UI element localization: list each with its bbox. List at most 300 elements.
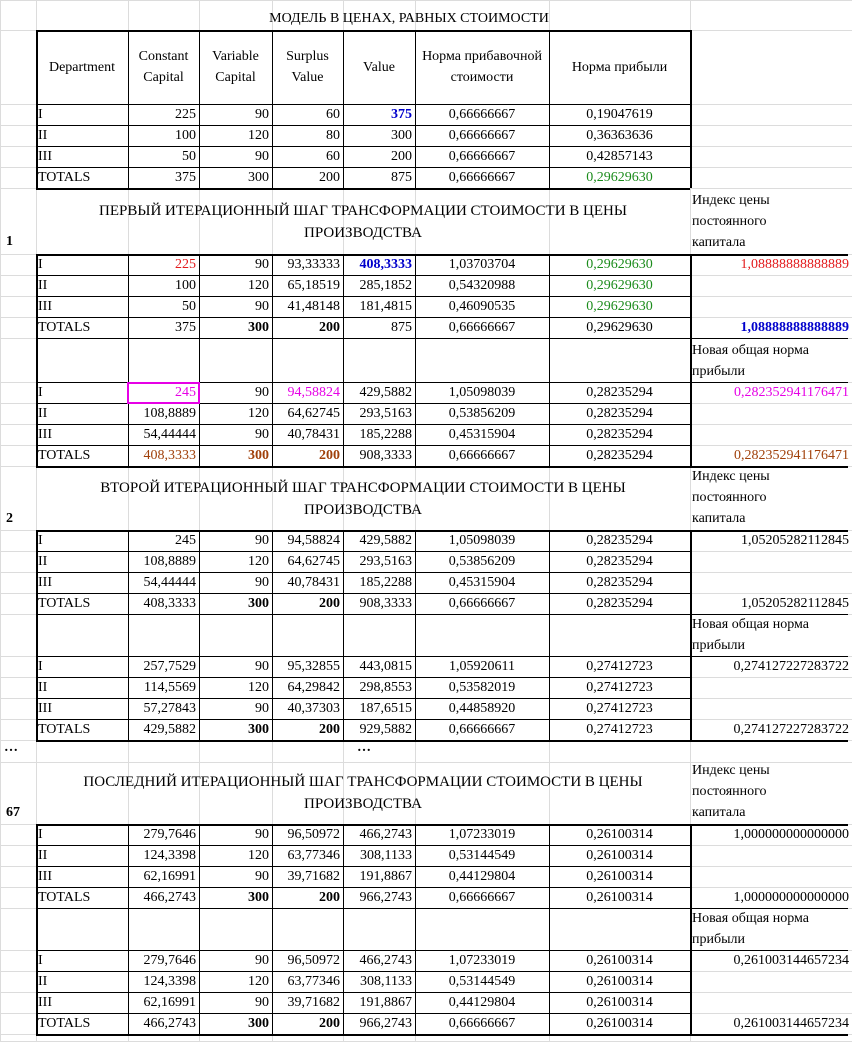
table-border [36,424,690,425]
table-cell[interactable]: 95,32855 [287,659,340,674]
table-cell[interactable]: 1,07233019 [448,953,516,968]
table-cell[interactable]: 0,29629630 [586,299,653,314]
table-cell[interactable]: 90 [255,659,269,674]
table-cell[interactable]: 0,27412723 [586,722,653,737]
table-cell[interactable] [690,276,852,295]
column-header: Value [363,59,395,75]
table-cell[interactable]: 124,3398 [143,848,196,863]
table-cell[interactable] [690,993,852,1012]
table-cell[interactable]: 0,66666667 [448,448,516,463]
table-cell[interactable]: 443,0815 [359,659,412,674]
table-cell[interactable]: 875 [391,320,412,335]
table-border [690,530,692,740]
table-cell[interactable] [690,552,852,571]
table-border [36,845,690,846]
table-cell[interactable] [690,425,852,444]
gridline [0,0,1,1041]
table-cell[interactable] [690,404,852,423]
table-cell[interactable]: 0,66666667 [448,596,516,611]
step-number: 67 [6,805,20,820]
column-header: Норма прибавочной стоимости [422,49,542,85]
table-cell[interactable]: 90 [255,257,269,272]
table-cell[interactable]: 1,05920611 [449,659,515,674]
table-cell[interactable]: 300 [248,1016,269,1031]
table-cell[interactable]: 0,53856209 [448,406,516,421]
table-cell[interactable]: 200 [319,170,340,185]
table-cell[interactable]: 90 [255,869,269,884]
table-cell[interactable]: 0,28235294 [586,406,653,421]
row-label[interactable]: II [38,278,48,293]
table-cell[interactable]: 124,3398 [143,974,196,989]
table-cell[interactable]: 50 [182,149,196,164]
row-label[interactable]: III [38,869,52,884]
table-cell[interactable]: 1,05098039 [448,385,516,400]
ellipsis-marker: … [4,740,18,755]
table-cell[interactable]: 0,44129804 [448,869,516,884]
table-border [690,656,848,657]
table-cell[interactable]: 57,27843 [143,701,196,716]
table-cell[interactable]: 966,2743 [359,890,412,905]
table-cell[interactable] [690,573,852,592]
index-label: Индекс цены постоянного капитала [692,469,770,526]
table-cell[interactable]: 90 [255,299,269,314]
table-cell[interactable]: 0,26100314 [586,848,653,863]
table-cell[interactable] [690,699,852,718]
table-border [36,317,690,318]
table-cell[interactable]: 429,5882 [143,722,196,737]
table-cell[interactable]: 466,2743 [143,890,196,905]
table-cell[interactable] [690,846,852,865]
table-cell[interactable]: 100 [175,278,196,293]
table-cell[interactable]: 375 [175,170,196,185]
table-border [36,296,690,297]
table-cell[interactable]: 0,66666667 [448,320,516,335]
table-cell[interactable]: 0,282352941176471 [734,448,849,463]
table-border [36,275,690,276]
table-border [36,30,690,32]
table-border [690,908,848,909]
table-cell[interactable]: 90 [255,533,269,548]
rate-label: Новая общая норма прибыли [692,343,810,379]
table-cell[interactable]: 0,29629630 [586,278,653,293]
table-cell[interactable]: 408,3333 [143,596,196,611]
table-cell[interactable]: 300 [248,722,269,737]
table-border [549,30,550,188]
table-border [36,254,38,466]
selected-cell-highlight [127,382,200,404]
table-cell[interactable]: 0,274127227283722 [733,659,849,674]
table-border [36,698,690,699]
table-border [36,338,690,339]
table-cell[interactable]: 191,8867 [359,869,412,884]
table-cell[interactable]: 0,66666667 [448,1016,516,1031]
table-border [272,254,273,466]
table-cell[interactable]: 300 [248,596,269,611]
table-cell[interactable]: 308,1133 [360,974,412,989]
table-cell[interactable] [690,972,852,991]
table-cell[interactable]: 466,2743 [359,953,412,968]
table-border [415,530,416,740]
table-border [690,338,848,339]
table-border [36,866,690,867]
table-cell[interactable]: 0,28235294 [586,448,653,463]
table-cell[interactable]: 0,44129804 [448,995,516,1010]
table-cell[interactable]: 0,26100314 [586,869,653,884]
table-cell[interactable]: 1,07233019 [448,827,516,842]
table-cell[interactable]: 298,8553 [359,680,412,695]
index-label: Индекс цены постоянного капитала [692,763,770,820]
row-label[interactable]: III [38,575,52,590]
table-cell[interactable]: 50 [182,299,196,314]
table-cell[interactable]: 300 [248,448,269,463]
table-cell[interactable]: 293,5163 [359,406,412,421]
table-border [690,254,848,256]
table-cell[interactable]: 908,3333 [359,448,412,463]
table-border [36,656,690,657]
table-cell[interactable]: 120 [248,974,269,989]
table-border [36,104,690,105]
table-cell[interactable]: 90 [255,953,269,968]
table-border [690,254,692,466]
column-header: Норма прибыли [571,59,668,75]
table-cell[interactable]: 94,58824 [287,385,340,400]
table-cell[interactable]: 375 [175,320,196,335]
table-cell[interactable]: 1,08888888888889 [740,320,849,335]
table-border [36,530,38,740]
step-title: ВТОРОЙ ИТЕРАЦИОННЫЙ ШАГ ТРАНСФОРМАЦИИ СТОИМОСТИ В ЦЕНЫ ПРОИЗВОДСТВА [100,480,626,518]
ellipsis-marker: … [357,740,371,755]
table-border [36,530,690,532]
table-cell[interactable]: 429,5882 [359,385,412,400]
table-cell[interactable]: 187,6515 [359,701,412,716]
table-border [690,740,848,742]
table-border [415,254,416,466]
table-cell[interactable]: 0,66666667 [448,107,516,122]
table-cell[interactable]: 39,71682 [287,869,340,884]
table-border [690,614,848,615]
table-border [690,950,848,951]
table-cell[interactable]: 40,78431 [287,427,340,442]
table-cell[interactable]: 408,3333 [359,257,412,272]
table-cell[interactable]: 120 [248,680,269,695]
table-cell[interactable]: 1,03703704 [448,257,516,272]
table-border [36,992,690,993]
row-label[interactable]: I [38,827,43,842]
row-label[interactable]: TOTALS [38,1016,91,1031]
table-cell[interactable]: 120 [248,554,269,569]
table-border [36,887,690,888]
table-cell[interactable]: 0,46090535 [448,299,516,314]
table-border [343,530,344,740]
table-cell[interactable]: 80 [326,128,340,143]
table-cell[interactable]: 875 [391,170,412,185]
table-border [128,530,129,740]
table-cell[interactable]: 40,37303 [287,701,340,716]
table-cell[interactable]: 90 [255,995,269,1010]
table-cell[interactable]: 108,8889 [143,554,196,569]
table-cell[interactable]: 0,28235294 [586,596,653,611]
table-cell[interactable]: 285,1852 [359,278,412,293]
table-cell[interactable]: 0,261003144657234 [733,953,849,968]
table-border [36,719,690,720]
table-border [36,971,690,972]
table-border [36,572,690,573]
table-cell[interactable]: 90 [255,827,269,842]
table-cell[interactable]: 408,3333 [143,448,196,463]
table-border [272,530,273,740]
row-label[interactable]: I [38,257,43,272]
table-cell[interactable]: 90 [255,701,269,716]
row-label[interactable]: III [38,299,52,314]
table-cell[interactable]: 1,05205282112845 [741,596,849,611]
row-label[interactable]: TOTALS [38,170,91,185]
row-label[interactable]: I [38,385,43,400]
row-label[interactable]: I [38,953,43,968]
table-border [199,530,200,740]
row-label[interactable]: TOTALS [38,448,91,463]
table-cell[interactable]: 257,7529 [143,659,196,674]
table-cell[interactable]: 0,36363636 [586,128,653,143]
table-cell[interactable]: 120 [248,278,269,293]
table-cell[interactable]: 245 [175,385,196,400]
table-cell[interactable]: 93,33333 [287,257,340,272]
table-cell[interactable]: 0,45315904 [448,427,516,442]
row-label[interactable]: II [38,128,48,143]
table-cell[interactable]: 64,62745 [287,554,340,569]
table-cell[interactable]: 0,27412723 [586,680,653,695]
table-cell[interactable]: 200 [319,448,340,463]
table-cell[interactable]: 0,53856209 [448,554,516,569]
table-cell[interactable]: 54,44444 [143,575,196,590]
table-cell[interactable]: 0,27412723 [586,701,653,716]
row-label[interactable]: TOTALS [38,722,91,737]
table-cell[interactable]: 0,29629630 [586,320,653,335]
table-border [36,677,690,678]
table-cell[interactable]: 0,53144549 [448,974,516,989]
table-cell[interactable]: 40,78431 [287,575,340,590]
table-cell[interactable]: 429,5882 [359,533,412,548]
row-label[interactable]: III [38,427,52,442]
table-cell[interactable]: 200 [319,596,340,611]
table-cell[interactable]: 0,66666667 [448,128,516,143]
table-cell[interactable]: 100 [175,128,196,143]
table-cell[interactable]: 90 [255,427,269,442]
table-cell[interactable]: 0,29629630 [586,170,653,185]
table-cell[interactable]: 63,77346 [287,848,340,863]
table-border [690,30,692,188]
table-cell[interactable]: 0,27412723 [586,659,653,674]
table-cell[interactable]: 60 [326,107,340,122]
table-cell[interactable]: 1,000000000000000 [733,827,849,842]
table-cell[interactable]: 0,53144549 [448,848,516,863]
table-cell[interactable]: 200 [391,149,412,164]
table-cell[interactable]: 0,28235294 [586,427,653,442]
table-cell[interactable] [690,297,852,316]
table-border [690,824,848,826]
table-border [36,1034,690,1036]
table-cell[interactable]: 0,54320988 [448,278,516,293]
table-border [128,254,129,466]
table-cell[interactable]: 0,28235294 [586,554,653,569]
table-cell[interactable]: 0,28235294 [586,533,653,548]
table-cell[interactable]: 293,5163 [359,554,412,569]
table-cell[interactable]: 64,29842 [287,680,340,695]
table-border [549,530,550,740]
table-cell[interactable]: 200 [319,320,340,335]
row-label[interactable]: TOTALS [38,890,91,905]
table-cell[interactable]: 54,44444 [143,427,196,442]
table-border [36,188,690,190]
table-cell[interactable]: 64,62745 [287,406,340,421]
table-border [36,125,690,126]
table-border [36,614,690,615]
table-cell[interactable]: 0,45315904 [448,575,516,590]
table-cell[interactable]: 1,000000000000000 [733,890,849,905]
table-border [36,254,690,256]
table-cell[interactable]: 62,16991 [143,869,196,884]
row-label[interactable]: TOTALS [38,596,91,611]
table-cell[interactable]: 0,26100314 [586,890,653,905]
table-border [272,824,273,1034]
table-cell[interactable]: 0,261003144657234 [733,1016,849,1031]
table-cell[interactable]: 185,2288 [359,575,412,590]
table-cell[interactable]: 1,05098039 [448,533,516,548]
table-cell[interactable]: 0,66666667 [448,890,516,905]
table-cell[interactable]: 0,26100314 [586,974,653,989]
table-cell[interactable]: 200 [319,722,340,737]
table-cell[interactable]: 225 [175,257,196,272]
table-border [690,530,848,532]
table-border [36,1013,690,1014]
table-cell[interactable]: 0,26100314 [586,827,653,842]
row-label[interactable]: TOTALS [38,320,91,335]
table-cell[interactable]: 300 [391,128,412,143]
table-cell[interactable]: 41,48148 [287,299,340,314]
table-cell[interactable]: 96,50972 [287,827,340,842]
table-cell[interactable]: 245 [175,533,196,548]
table-cell[interactable]: 308,1133 [360,848,412,863]
table-cell[interactable]: 0,19047619 [586,107,653,122]
table-cell[interactable]: 108,8889 [143,406,196,421]
table-cell[interactable]: 62,16991 [143,995,196,1010]
table-cell[interactable]: 0,26100314 [586,995,653,1010]
table-border [36,950,690,951]
table-cell[interactable]: 279,7646 [143,953,196,968]
table-cell[interactable]: 0,28235294 [586,575,653,590]
table-cell[interactable]: 65,18519 [287,278,340,293]
table-cell[interactable]: 279,7646 [143,827,196,842]
table-border [36,466,690,468]
row-label[interactable]: II [38,554,48,569]
table-cell[interactable]: 200 [319,890,340,905]
table-cell[interactable]: 0,29629630 [586,257,653,272]
table-cell[interactable]: 0,26100314 [586,953,653,968]
table-cell[interactable]: 0,66666667 [448,149,516,164]
table-border [36,167,690,168]
table-cell[interactable]: 200 [319,1016,340,1031]
row-label[interactable]: I [38,107,43,122]
table-cell[interactable]: 0,66666667 [448,722,516,737]
table-cell[interactable]: 0,26100314 [586,1016,653,1031]
table-cell[interactable]: 300 [248,890,269,905]
row-label[interactable]: I [38,659,43,674]
table-cell[interactable]: 90 [255,107,269,122]
table-cell[interactable]: 191,8867 [359,995,412,1010]
table-cell[interactable]: 185,2288 [359,427,412,442]
table-border [199,254,200,466]
table-cell[interactable]: 60 [326,149,340,164]
table-border [690,382,848,383]
table-cell[interactable]: 114,5569 [144,680,196,695]
column-header: Variable Capital [212,49,259,85]
table-cell[interactable]: 225 [175,107,196,122]
table-cell[interactable]: 90 [255,149,269,164]
table-cell[interactable]: 966,2743 [359,1016,412,1031]
table-border [36,824,38,1034]
table-cell[interactable]: 90 [255,575,269,590]
table-cell[interactable]: 94,58824 [287,533,340,548]
table-cell[interactable]: 181,4815 [359,299,412,314]
row-label[interactable]: II [38,406,48,421]
table-cell[interactable]: 0,274127227283722 [733,722,849,737]
row-label[interactable]: III [38,701,52,716]
table-border [128,30,129,188]
table-cell[interactable]: 0,66666667 [448,170,516,185]
table-cell[interactable]: 929,5882 [359,722,412,737]
table-cell[interactable]: 120 [248,406,269,421]
table-cell[interactable]: 1,05205282112845 [741,533,849,548]
table-cell[interactable]: 90 [255,385,269,400]
step-number: 1 [6,234,13,249]
table-border [343,254,344,466]
table-cell[interactable]: 0,28235294 [586,385,653,400]
table-cell[interactable]: 300 [248,170,269,185]
row-label[interactable]: III [38,149,52,164]
table-cell[interactable] [690,678,852,697]
row-label[interactable]: III [38,995,52,1010]
table-border [36,445,690,446]
step-title: ПЕРВЫЙ ИТЕРАЦИОННЫЙ ШАГ ТРАНСФОРМАЦИИ СТОИМОСТИ В ЦЕНЫ ПРОИЗВОДСТВА [99,203,627,241]
table-border [272,30,273,188]
table-cell[interactable] [690,867,852,886]
table-cell[interactable]: 0,42857143 [586,149,653,164]
table-cell[interactable]: 120 [248,848,269,863]
table-cell[interactable]: 375 [391,107,412,122]
column-header: Constant Capital [138,49,189,85]
table-cell[interactable]: 96,50972 [287,953,340,968]
step-title: ПОСЛЕДНИЙ ИТЕРАЦИОННЫЙ ШАГ ТРАНСФОРМАЦИИ СТОИМОСТИ В ЦЕНЫ ПРОИЗВОДСТВА [83,774,643,812]
table-cell[interactable]: 908,3333 [359,596,412,611]
table-cell[interactable]: 466,2743 [143,1016,196,1031]
table-cell[interactable]: 0,44858920 [448,701,516,716]
row-label[interactable]: I [38,533,43,548]
row-label[interactable]: II [38,848,48,863]
rate-label: Новая общая норма прибыли [692,911,810,947]
table-border [36,908,690,909]
index-label: Индекс цены постоянного капитала [692,193,770,250]
table-cell[interactable]: 0,53582019 [448,680,516,695]
table-cell[interactable]: 63,77346 [287,974,340,989]
table-cell[interactable]: 39,71682 [287,995,340,1010]
table-cell[interactable]: 120 [248,128,269,143]
table-cell[interactable]: 300 [248,320,269,335]
table-cell[interactable]: 1,08888888888889 [740,257,849,272]
table-border [690,1034,848,1036]
row-label[interactable]: II [38,680,48,695]
table-cell[interactable]: 0,282352941176471 [734,385,849,400]
table-cell[interactable]: 466,2743 [359,827,412,842]
row-label[interactable]: II [38,974,48,989]
